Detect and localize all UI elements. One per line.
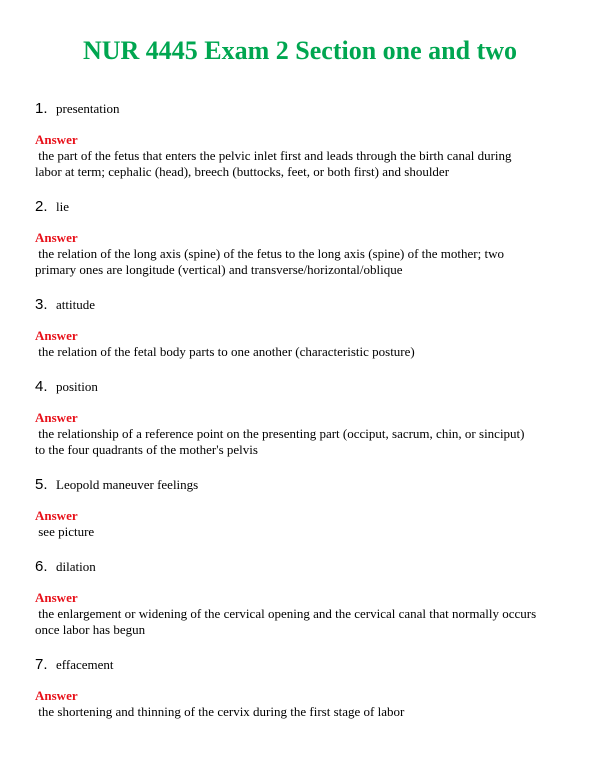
question-number: 1. [35, 100, 48, 117]
answer-label: Answer [35, 410, 78, 425]
question [35, 475, 575, 495]
question-number: 7. [35, 656, 48, 673]
question-term: effacement [56, 657, 114, 672]
question-term: Leopold maneuver feelings [56, 477, 199, 492]
answer-label: Answer [35, 590, 78, 605]
answer-label: Answer [35, 132, 78, 147]
question-term: presentation [56, 101, 120, 116]
answer-text: see picture [35, 524, 95, 539]
question [35, 197, 575, 217]
question-number: 2. [35, 198, 48, 215]
answer-label: Answer [35, 508, 78, 523]
document-title: NUR 4445 Exam 2 Section one and two [82, 36, 518, 65]
answer-text: the part of the fetus that enters the pelvic inlet first and leads through the birth canal during labor at term; cephalic (head), breech (buttocks, feet, or both first) and shoulder [35, 148, 512, 179]
qa-item-presentation [35, 99, 575, 180]
answer-label: Answer [35, 328, 78, 343]
qa-item-attitude [35, 295, 575, 360]
qa-item-leopold-maneuver [35, 475, 575, 540]
answer-label: Answer [35, 688, 78, 703]
question [35, 377, 575, 397]
question-term: dilation [56, 559, 96, 574]
question-number: 3. [35, 296, 48, 313]
answer-text: the relation of the fetal body parts to one another (characteristic posture) [35, 344, 415, 359]
qa-item-lie [35, 197, 575, 278]
qa-item-dilation [35, 557, 575, 638]
question-number: 5. [35, 476, 48, 493]
answer-text: the shortening and thinning of the cervix during the first stage of labor [35, 704, 405, 719]
answer-text: the relationship of a reference point on the presenting part (occiput, sacrum, chin, or sinciput) to the four quadrants of the mother's pelvis [35, 426, 525, 457]
question-term: lie [56, 199, 69, 214]
question-term: position [56, 379, 98, 394]
question [35, 99, 575, 119]
question-number: 4. [35, 378, 48, 395]
answer-text: the relation of the long axis (spine) of the fetus to the long axis (spine) of the mother; two primary ones are longitude (vertical) and transverse/horizontal/oblique [35, 246, 504, 277]
question-number: 6. [35, 558, 48, 575]
question-term: attitude [56, 297, 95, 312]
question [35, 655, 575, 675]
qa-item-effacement [35, 655, 575, 720]
question [35, 295, 575, 315]
qa-item-position [35, 377, 575, 458]
answer-text: the enlargement or widening of the cervical opening and the cervical canal that normally occurs once labor has begun [35, 606, 537, 637]
answer-label: Answer [35, 230, 78, 245]
question [35, 557, 575, 577]
